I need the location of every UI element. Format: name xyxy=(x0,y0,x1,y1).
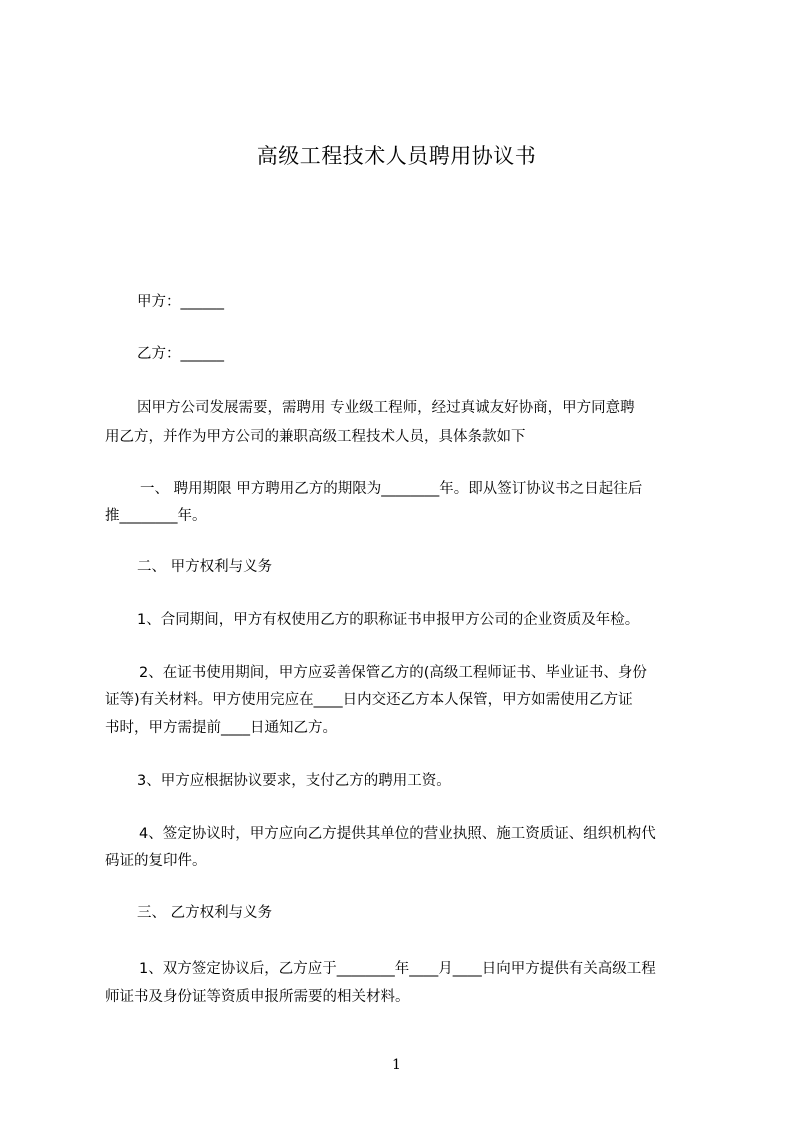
section-1-line-2: 推________年。 xyxy=(105,508,207,524)
page-number: 1 xyxy=(392,1057,401,1073)
section-2-heading: 二、 甲方权利与义务 xyxy=(137,559,273,575)
party-a-line: 甲方：______ xyxy=(137,294,224,310)
section-1-line-1: 一、 聘用期限 甲方聘用乙方的期限为________年。即从签订协议书之日起往后 xyxy=(140,481,643,497)
section-3-heading: 三、 乙方权利与义务 xyxy=(137,905,273,921)
section-3-item-1-line-2: 师证书及身份证等资质申报所需要的相关材料。 xyxy=(105,989,410,1005)
intro-line-2: 用乙方，并作为甲方公司的兼职高级工程技术人员，具体条款如下 xyxy=(105,429,526,445)
party-b-line: 乙方：______ xyxy=(137,346,224,362)
intro-line-1: 因甲方公司发展需要，需聘用 专业级工程师，经过真诚友好协商，甲方同意聘 xyxy=(137,400,635,416)
section-2-item-4-line-1: 4、签定协议时，甲方应向乙方提供其单位的营业执照、施工资质证、组织机构代 xyxy=(139,826,656,842)
section-2-item-2-line-3: 书时，甲方需提前____日通知乙方。 xyxy=(105,720,337,736)
section-2-item-3: 3、甲方应根据协议要求，支付乙方的聘用工资。 xyxy=(137,773,451,789)
section-2-item-2-line-1: 2、在证书使用期间，甲方应妥善保管乙方的(高级工程师证书、毕业证书、身份 xyxy=(139,665,647,681)
section-2-item-1: 1、合同期间，甲方有权使用乙方的职称证书申报甲方公司的企业资质及年检。 xyxy=(137,612,640,628)
document-title: 高级工程技术人员聘用协议书 xyxy=(256,144,537,168)
section-3-item-1-line-1: 1、双方签定协议后，乙方应于________年____月____日向甲方提供有关高级工程 xyxy=(139,961,656,977)
section-2-item-4-line-2: 码证的复印件。 xyxy=(105,853,207,869)
section-2-item-2-line-2: 证等)有关材料。甲方使用完应在____日内交还乙方本人保管，甲方如需使用乙方证 xyxy=(105,692,633,708)
